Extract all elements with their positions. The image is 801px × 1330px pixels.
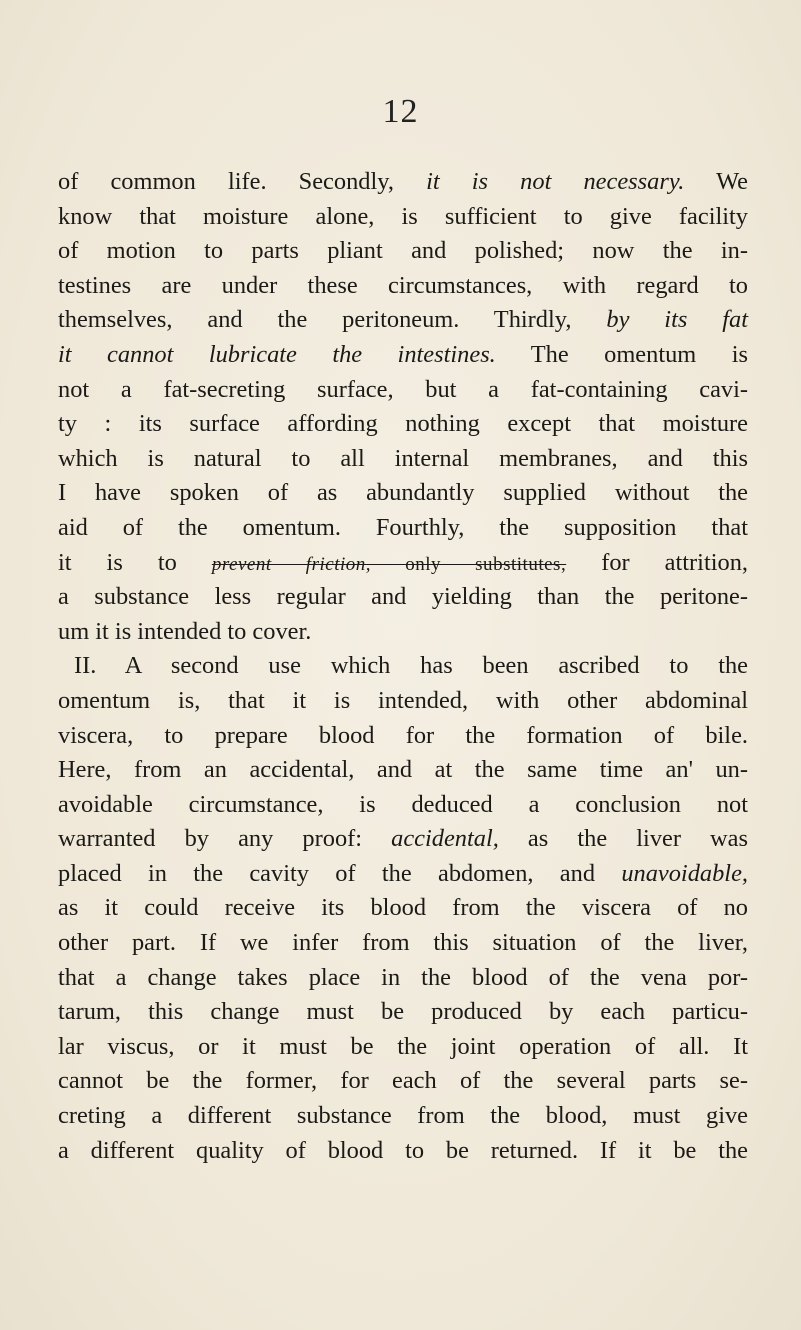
text-run: which is natural to all internal membranes, and this <box>58 444 748 472</box>
text-line <box>58 857 748 892</box>
text-line <box>58 822 748 857</box>
text-run: a different quality of blood to be returned. If it be the <box>58 1136 748 1164</box>
text-line <box>58 338 748 373</box>
text-run: as the liver was <box>498 825 748 853</box>
text-run: not a fat-secreting surface, but a fat-containing cavi- <box>58 375 748 403</box>
text-line <box>58 961 748 996</box>
text-line <box>58 1064 748 1099</box>
text-run: testines are under these circumstances, with regard to <box>58 271 748 299</box>
text-line <box>58 165 748 200</box>
text-run: know that moisture alone, is sufficient to give facility <box>58 202 748 230</box>
text-run: viscera, to prepare blood for the formation of bile. <box>58 721 748 749</box>
text-run: um it is intended to cover. <box>58 617 312 645</box>
text-line <box>58 719 748 754</box>
text-run: The omentum is <box>495 340 748 368</box>
italic-text: prevent friction, <box>211 553 372 575</box>
text-run: II. A second use which has been ascribed to the <box>74 652 748 680</box>
text-line <box>58 753 748 788</box>
text-run: creting a different substance from the blood, must give <box>58 1102 748 1130</box>
text-line <box>58 234 748 269</box>
text-run: a substance less regular and yielding than the peritone- <box>58 583 748 611</box>
text-run: cannot be the former, for each of the several parts se- <box>58 1067 748 1095</box>
text-line <box>58 580 748 615</box>
text-run: of common life. Secondly, <box>58 168 427 195</box>
text-line <box>58 546 748 581</box>
text-run: ty : its surface affording nothing except that moisture <box>58 410 748 438</box>
text-run: We <box>684 168 748 195</box>
text-run: that a change takes place in the blood of the vena por- <box>58 963 748 991</box>
text-run: lar viscus, or it must be the joint operation of all. It <box>58 1032 748 1060</box>
text-run: of motion to parts pliant and polished; now the in- <box>58 237 748 265</box>
text-line <box>58 995 748 1030</box>
text-line <box>58 373 748 408</box>
text-run: tarum, this change must be produced by each particu- <box>58 998 748 1026</box>
text-line <box>58 926 748 961</box>
text-run: aid of the omentum. Fourthly, the supposition that <box>58 513 748 541</box>
italic-text: by its fat <box>606 306 748 334</box>
text-run: placed in the cavity of the abdomen, and <box>58 859 622 887</box>
text-line <box>58 649 748 684</box>
text-run: only substitutes, <box>371 553 567 575</box>
text-line <box>58 303 748 338</box>
text-line <box>58 407 748 442</box>
text-run: as it could receive its blood from the viscera of no <box>58 894 748 922</box>
text-line <box>58 788 748 823</box>
text-line <box>58 511 748 546</box>
text-line <box>58 1099 748 1134</box>
text-run: omentum is, that it is intended, with other abdominal <box>58 686 748 714</box>
text-run: warranted by any proof: <box>58 825 392 853</box>
italic-text: accidental, <box>391 825 499 853</box>
text-line <box>58 476 748 511</box>
text-run: other part. If we infer from this situation of the liver, <box>58 929 748 957</box>
body-text <box>58 165 748 1168</box>
text-run: themselves, and the peritoneum. Thirdly, <box>58 306 607 334</box>
italic-text: it cannot lubricate the intestines. <box>58 340 496 368</box>
text-run: it is to <box>58 548 212 576</box>
text-line <box>58 200 748 235</box>
text-run: avoidable circumstance, is deduced a conclusion not <box>58 790 748 818</box>
text-line <box>58 269 748 304</box>
text-run: for attrition, <box>566 548 748 576</box>
text-run: I have spoken of as abundantly supplied without the <box>58 479 748 507</box>
italic-text: unavoidable, <box>621 859 748 887</box>
text-line <box>58 1134 748 1169</box>
text-line <box>58 684 748 719</box>
text-line <box>58 442 748 477</box>
text-line <box>58 891 748 926</box>
text-line <box>58 1030 748 1065</box>
text-line <box>58 615 748 650</box>
text-run: Here, from an accidental, and at the same time an' un- <box>58 756 748 784</box>
page-number: 12 <box>382 93 419 130</box>
italic-text: it is not necessary. <box>426 168 685 195</box>
